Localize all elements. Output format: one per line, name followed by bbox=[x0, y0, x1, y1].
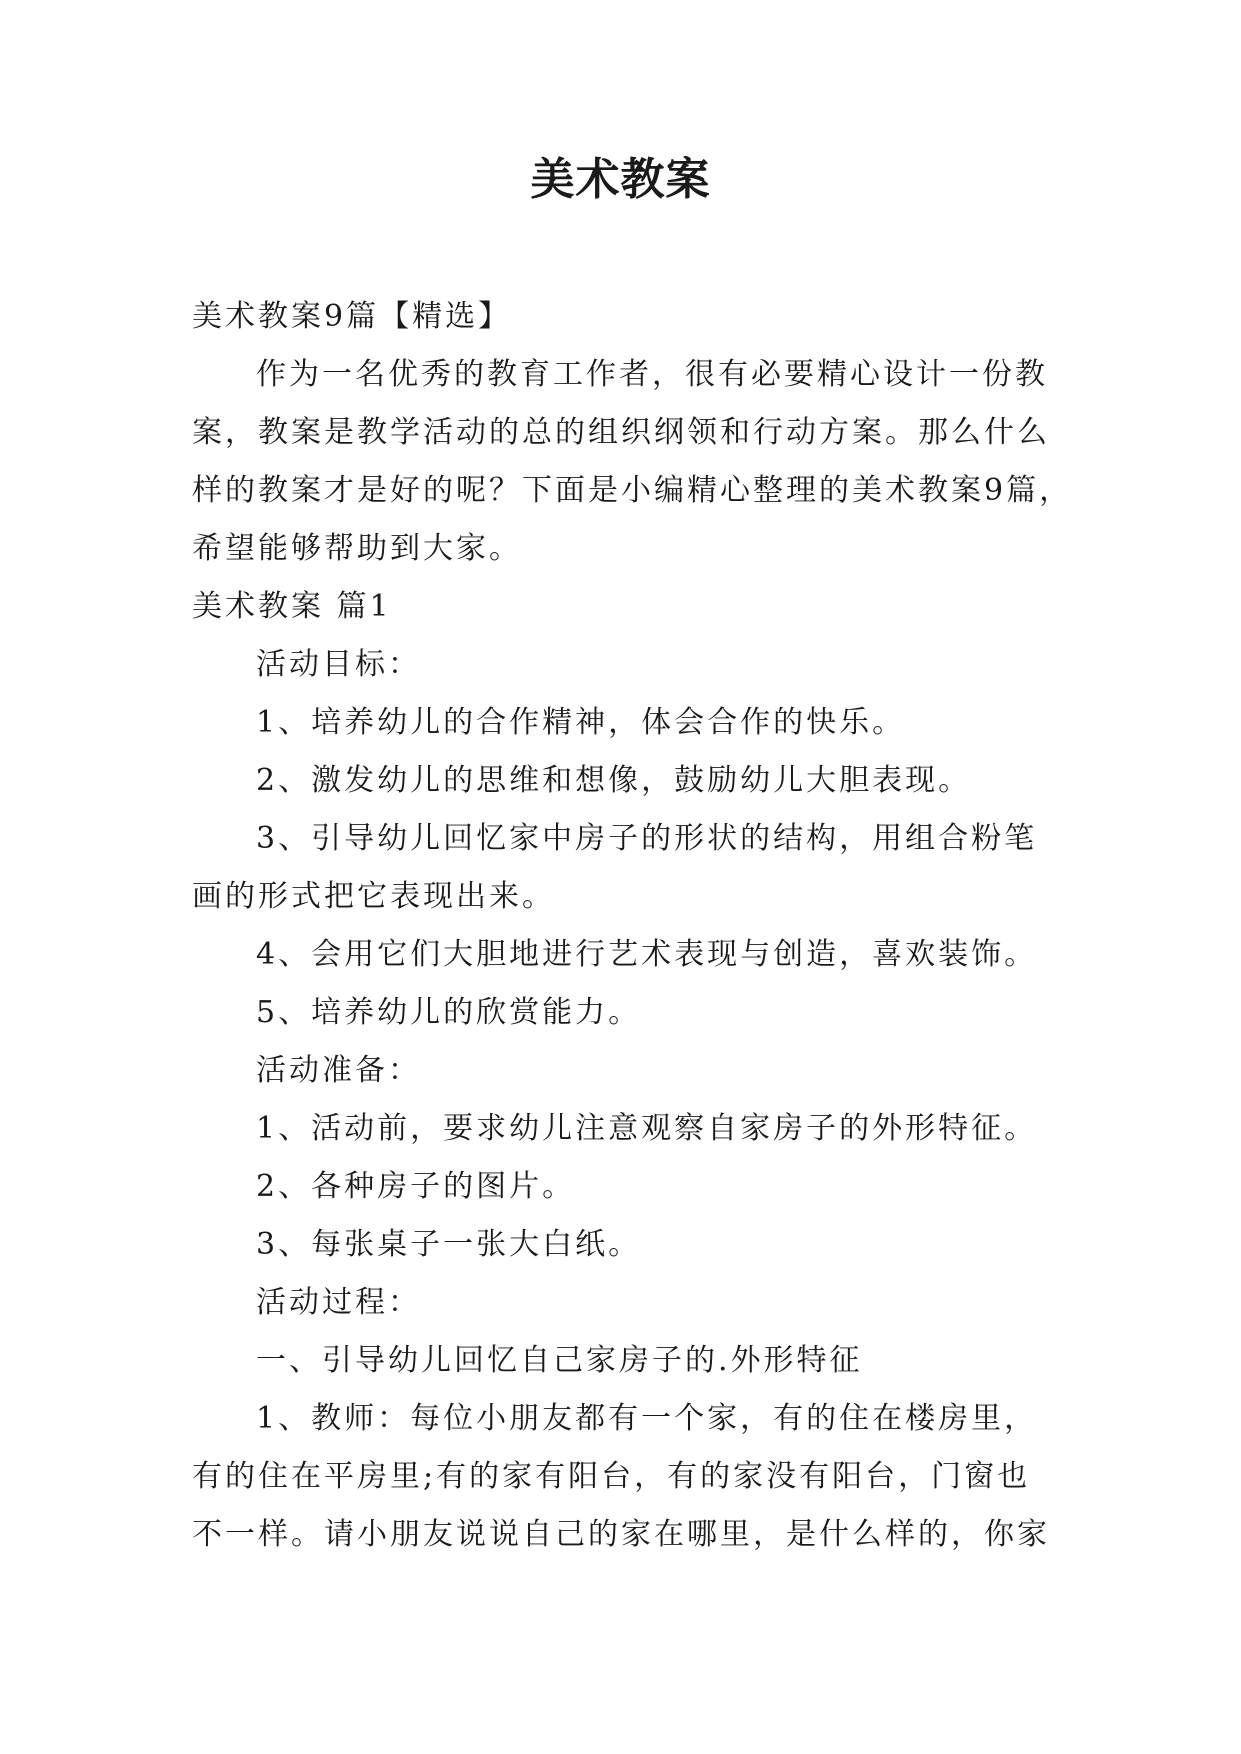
text-line: 3、引导幼儿回忆家中房子的形状的结构，用组合粉笔 bbox=[256, 821, 1038, 856]
text-line: 4、会用它们大胆地进行艺术表现与创造，喜欢装饰。 bbox=[256, 937, 1038, 972]
text-line: 活动过程： bbox=[256, 1285, 421, 1320]
document-title: 美术教案 bbox=[530, 154, 711, 205]
text-line: 美术教案9篇【精选】 bbox=[192, 299, 512, 334]
text-line: 5、培养幼儿的欣赏能力。 bbox=[256, 995, 642, 1030]
text-line: 一、引导幼儿回忆自己家房子的.外形特征 bbox=[256, 1343, 863, 1378]
text-line: 2、各种房子的图片。 bbox=[256, 1169, 576, 1204]
text-line: 案，教案是教学活动的总的组织纲领和行动方案。那么什么 bbox=[192, 415, 1050, 450]
text-line: 画的形式把它表现出来。 bbox=[192, 879, 555, 914]
text-line: 活动准备： bbox=[256, 1053, 421, 1088]
section-heading: 美术教案 篇1 bbox=[192, 589, 392, 624]
text-line: 有的住在平房里;有的家有阳台，有的家没有阳台，门窗也 bbox=[192, 1459, 1031, 1494]
text-line: 活动目标： bbox=[256, 647, 421, 682]
document-body bbox=[192, 288, 1073, 1564]
text-line: 1、培养幼儿的合作精神，体会合作的快乐。 bbox=[256, 705, 906, 740]
text-line: 不一样。请小朋友说说自己的家在哪里，是什么样的，你家 bbox=[192, 1517, 1050, 1552]
text-line: 希望能够帮助到大家。 bbox=[192, 531, 522, 566]
text-line: 1、教师：每位小朋友都有一个家，有的住在楼房里， bbox=[256, 1401, 1038, 1436]
text-line: 2、激发幼儿的思维和想像，鼓励幼儿大胆表现。 bbox=[256, 763, 972, 798]
text-line: 样的教案才是好的呢？下面是小编精心整理的美术教案9篇， bbox=[192, 473, 1073, 508]
text-line: 1、活动前，要求幼儿注意观察自家房子的外形特征。 bbox=[256, 1111, 1038, 1146]
text-line: 作为一名优秀的教育工作者，很有必要精心设计一份教 bbox=[256, 357, 1048, 392]
text-line: 3、每张桌子一张大白纸。 bbox=[256, 1227, 642, 1262]
